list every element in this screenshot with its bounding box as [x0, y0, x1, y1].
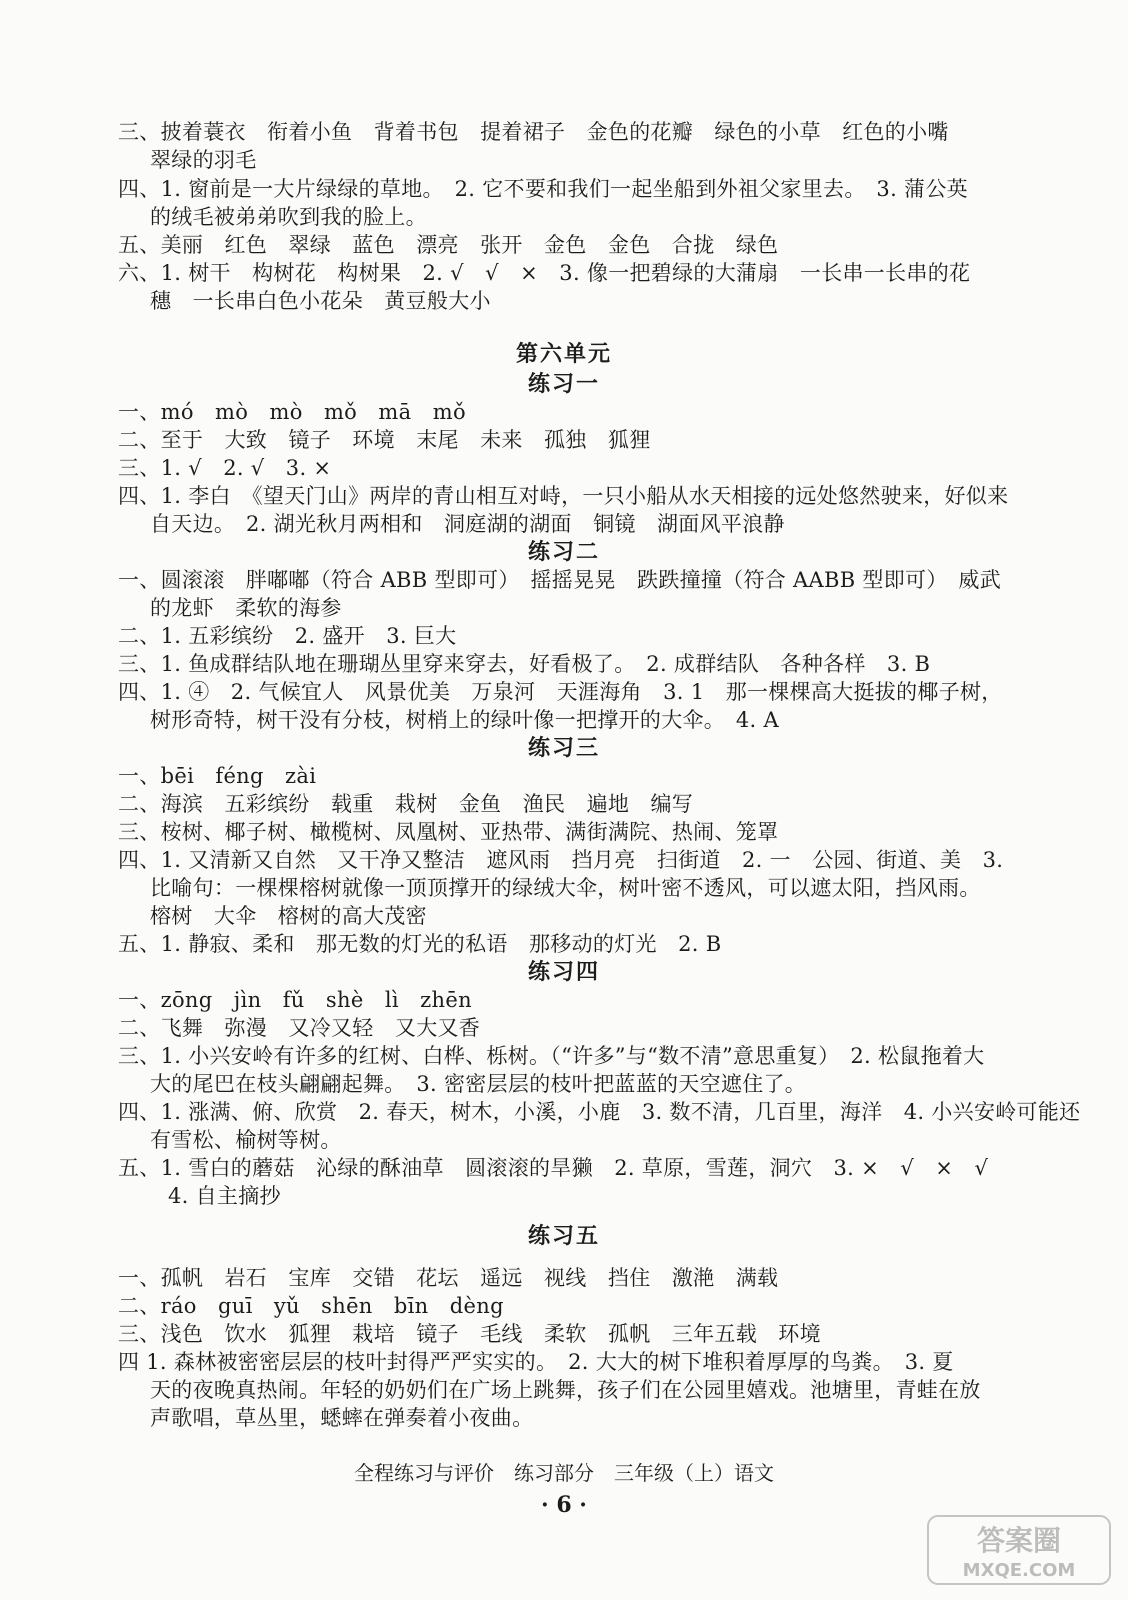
watermark-url: MXQE.COM: [962, 1560, 1076, 1581]
text-line: 榕树 大伞 榕树的高大茂密: [150, 904, 427, 928]
text-line: 二、海滨 五彩缤纷 载重 栽树 金鱼 渔民 遍地 编写: [118, 792, 694, 816]
text-line: 四、1. 李白 《望天门山》两岸的青山相互对峙，一只小船从水天相接的远处悠然驶来，好似来: [118, 484, 1009, 508]
text-line: 翠绿的羽毛: [150, 148, 257, 172]
text-line: 天的夜晚真热闹。年轻的奶奶们在广场上跳舞，孩子们在公园里嬉戏。池塘里，青蛙在放: [150, 1378, 981, 1402]
text-line: 三、浅色 饮水 狐狸 栽培 镜子 毛线 柔软 孤帆 三年五载 环境: [118, 1322, 821, 1346]
text-line: 二、ráo guī yǔ shēn bīn dèng: [118, 1294, 504, 1318]
text-line: 穗 一长串白色小花朵 黄豆般大小: [150, 289, 491, 313]
exercise-title: 练习五: [527, 1223, 600, 1249]
text-line: 一、孤帆 岩石 宝库 交错 花坛 遥远 视线 挡住 激滟 满载: [118, 1266, 779, 1290]
text-line: 三、1. √ 2. √ 3. ×: [118, 456, 332, 480]
text-line: 树形奇特，树干没有分枝，树梢上的绿叶像一把撑开的大伞。 4. A: [150, 708, 779, 732]
page-number: · 6 ·: [541, 1492, 587, 1518]
text-line: 六、1. 树干 构树花 构树果 2. √ √ × 3. 像一把碧绿的大蒲扇 一长串一长串的花: [118, 261, 971, 285]
text-line: 三、1. 鱼成群结队地在珊瑚丛里穿来穿去，好看极了。 2. 成群结队 各种各样 3. B: [118, 652, 931, 676]
text-line: 四、1. 窗前是一大片绿绿的草地。 2. 它不要和我们一起坐船到外祖父家里去。 3. 蒲公英: [118, 177, 968, 201]
text-line: 有雪松、榆树等树。: [150, 1128, 342, 1152]
text-line: 二、飞舞 弥漫 又冷又轻 又大又香: [118, 1016, 481, 1040]
text-line: 声歌唱，草丛里，蟋蟀在弹奏着小夜曲。: [150, 1406, 534, 1430]
text-line: 四、1. ④ 2. 气候宜人 风景优美 万泉河 天涯海角 3. 1 那一棵棵高大挺拔的椰子树，: [118, 680, 1003, 704]
watermark-icon: [924, 1510, 1114, 1590]
watermark-logo: [924, 1510, 1114, 1590]
text-line: 四、1. 又清新又自然 又干净又整洁 遮风雨 挡月亮 扫街道 2. 一 公园、街道、美 3.: [118, 848, 1004, 872]
text-line: 自天边。 2. 湖光秋月两相和 洞庭湖的湖面 铜镜 湖面风平浪静: [150, 512, 785, 536]
text-line: 4. 自主摘抄: [168, 1184, 281, 1208]
text-line: 比喻句：一棵棵榕树就像一顶顶撑开的绿绒大伞，树叶密不透风，可以遮太阳，挡风雨。: [150, 876, 981, 900]
exercise-title: 练习四: [527, 959, 600, 985]
text-line: 一、mó mò mò mǒ mā mǒ: [118, 400, 466, 424]
text-line: 二、至于 大致 镜子 环境 末尾 未来 孤独 狐狸: [118, 428, 651, 452]
text-line: 四 1. 森林被密密层层的枝叶封得严严实实的。 2. 大大的树下堆积着厚厚的鸟粪。 3. 夏: [118, 1350, 954, 1374]
exercise-title: 练习三: [527, 735, 600, 761]
text-line: 五、1. 雪白的蘑菇 沁绿的酥油草 圆滚滚的旱獭 2. 草原，雪莲，洞穴 3. × √ × √: [118, 1156, 989, 1180]
text-line: 五、1. 静寂、柔和 那无数的灯光的私语 那移动的灯光 2. B: [118, 932, 722, 956]
watermark-main: 答案圈: [976, 1524, 1062, 1557]
text-line: 四、1. 涨满、俯、欣赏 2. 春天，树木，小溪，小鹿 3. 数不清，几百里，海洋 4. 小兴安岭可能还: [118, 1100, 1081, 1124]
text-line: 三、1. 小兴安岭有许多的红树、白桦、栎树。（“许多”与“数不清”意思重复） 2. 松鼠拖着大: [118, 1044, 985, 1068]
text-line: 五、美丽 红色 翠绿 蓝色 漂亮 张开 金色 金色 合拢 绿色: [118, 233, 779, 257]
text-line: 一、zōng jìn fǔ shè lì zhēn: [118, 988, 472, 1012]
text-line: 一、圆滚滚 胖嘟嘟（符合 ABB 型即可） 摇摇晃晃 跌跌撞撞（符合 AABB 型即可） 威武: [118, 568, 1002, 592]
text-line: 三、桉树、椰子树、橄榄树、凤凰树、亚热带、满街满院、热闹、笼罩: [118, 820, 779, 844]
footer-text: 全程练习与评价 练习部分 三年级（上）语文: [354, 1461, 774, 1485]
unit-title: 第六单元: [515, 341, 612, 367]
text-line: 的绒毛被弟弟吹到我的脸上。: [150, 205, 427, 229]
text-line: 的龙虾 柔软的海参: [150, 596, 342, 620]
text-line: 大的尾巴在枝头翩翩起舞。 3. 密密层层的枝叶把蓝蓝的天空遮住了。: [150, 1072, 807, 1096]
text-line: 二、1. 五彩缤纷 2. 盛开 3. 巨大: [118, 624, 457, 648]
text-line: 一、bēi féng zài: [118, 764, 317, 788]
text-line: 三、披着蓑衣 衔着小鱼 背着书包 提着裙子 金色的花瓣 绿色的小草 红色的小嘴: [118, 120, 949, 144]
exercise-title: 练习二: [527, 539, 600, 565]
exercise-title: 练习一: [527, 371, 600, 397]
